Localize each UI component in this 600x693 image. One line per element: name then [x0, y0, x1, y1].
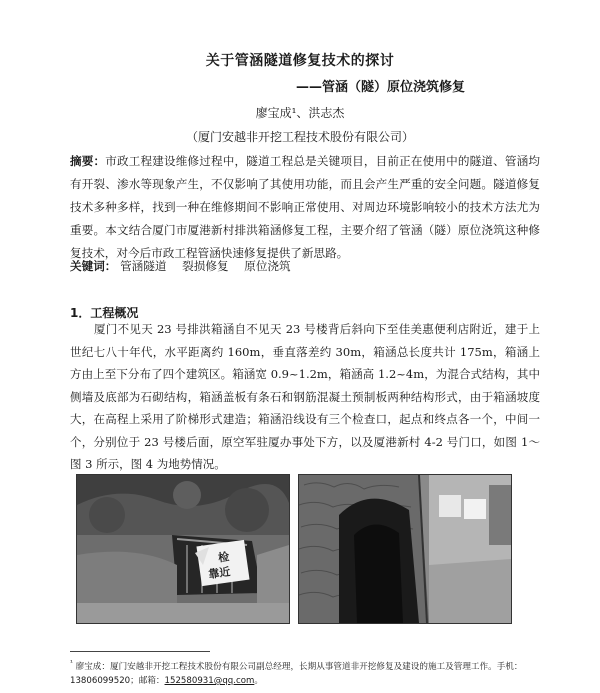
footnote-mark: ¹ — [70, 658, 73, 667]
photo-culvert-entrance — [77, 475, 289, 623]
footnote-divider — [70, 651, 210, 652]
warning-sign — [196, 540, 249, 586]
abstract-label: 摘要： — [70, 154, 106, 168]
affiliation: （厦门安越非开挖工程技术股份有限公司） — [185, 130, 414, 144]
figure-culvert-entrance-photo — [76, 474, 290, 624]
sign-text-line1: 检 — [217, 550, 231, 565]
footnote — [70, 656, 550, 688]
photo-culvert-tunnel — [299, 475, 511, 623]
keywords — [70, 258, 540, 274]
abstract-text: 市政工程建设维修过程中，隧道工程总是关键项目，目前正在使用中的隧道、管涵均有开裂、渗水等现象产生，不仅影响了其使用功能，而且会产生严重的安全问题。隧道修复技术多种多样，找到一种在维修期间不影响正常使用、对周边环境影响较小的技术方法尤为重要。本文结合厦门市厦港新村排洪箱涵修复工程，主要介绍了管涵（隧）原位浇筑这种修复技术，对今后市政工程管涵快速修复提供了新思路。 — [70, 154, 540, 260]
footnote-text: 廖宝成：厦门安越非开挖工程技术股份有限公司副总经理，长期从事管道非开挖修复及建设的施工及管理工作。手机：13806099520；邮箱： — [70, 661, 523, 686]
section-paragraph: 厦门不见天 23 号排洪箱涵自不见天 23 号楼背后斜向下至佳美惠便利店附近，建于上世纪七八十年代，水平距离约 160m，垂直落差约 30m，箱涵总长度共计 175m，箱涵上方由上至下分布了四个建筑区。箱涵宽 0.9~1.2m，箱涵高 1.2~4m，为混合式结构，其中侧墙及底部为石砌结构，箱涵盖板有条石和钢筋混凝土预制板两种结构形式，由于箱涵坡度大，在高程上采用了阶梯形式建造；箱涵沿线设有三个检查口，起点和终点各一个，中间一个，分别位于 23 号楼后面，原空军驻厦办事处下方，以及厦港新村 4-2 号门口，如图 1～图 3 所示，图 4 为地势情况。 — [70, 322, 540, 471]
figure-culvert-tunnel-photo — [298, 474, 512, 624]
footnote-end: 。 — [254, 675, 263, 686]
keywords-label: 关键词： — [70, 259, 117, 273]
keyword-item: 管涵隧道 — [120, 259, 167, 273]
section-heading: 1．工程概况 — [70, 306, 139, 320]
paper-subtitle: ——管涵（隧）原位浇筑修复 — [296, 80, 466, 95]
paper-title: 关于管涵隧道修复技术的探讨 — [205, 53, 395, 69]
keyword-item: 裂损修复 — [182, 259, 229, 273]
sign-text-line2: 靠近 — [207, 565, 232, 582]
keyword-item: 原位浇筑 — [244, 259, 291, 273]
abstract — [70, 150, 540, 265]
footnote-email-link[interactable]: 152580931@qq.com — [164, 675, 255, 686]
authors: 廖宝成¹、洪志杰 — [255, 106, 345, 120]
